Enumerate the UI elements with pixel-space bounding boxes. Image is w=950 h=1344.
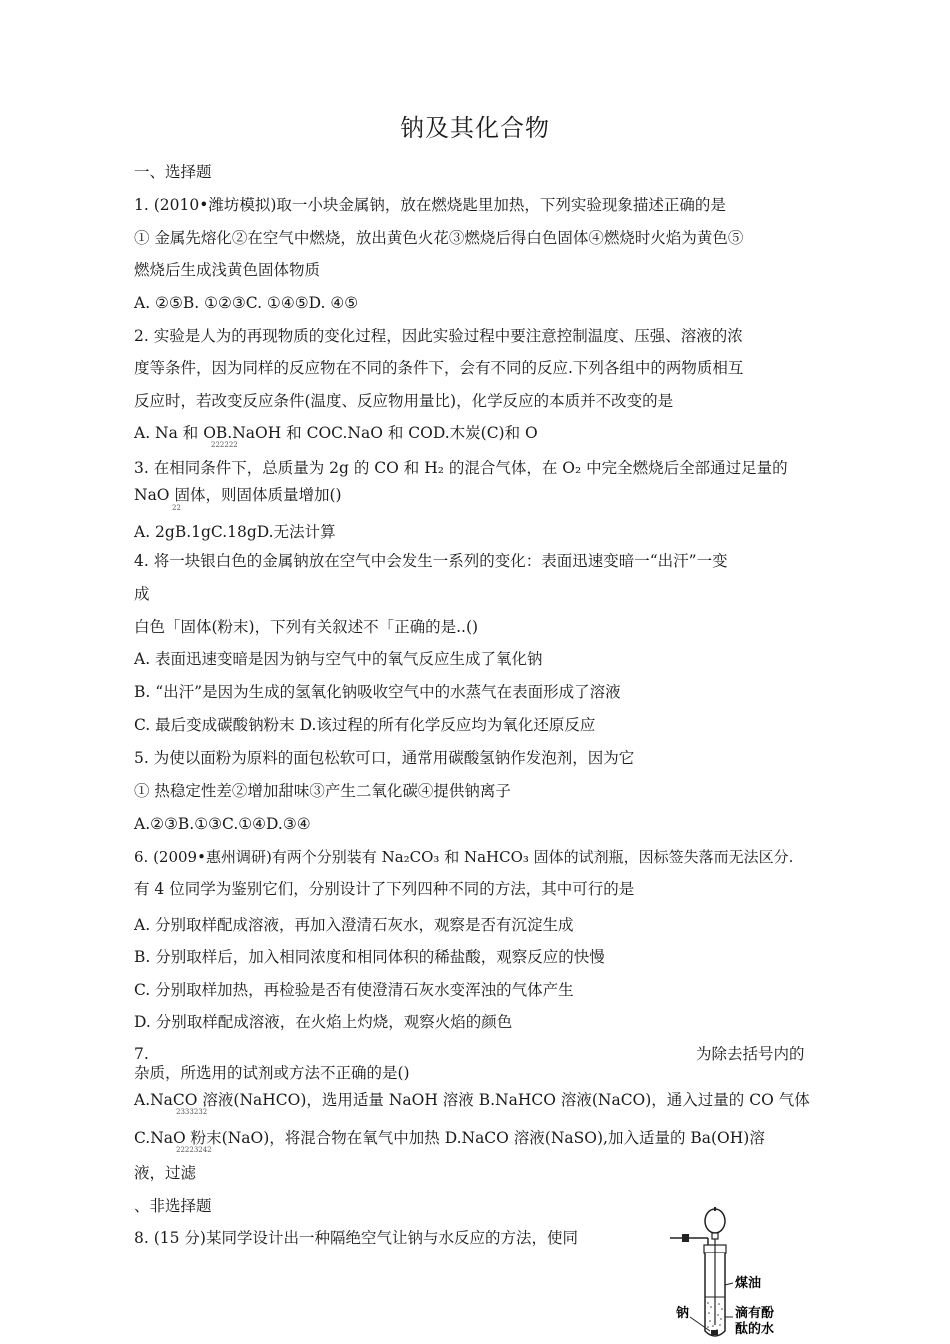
section-heading: 、非选择题	[134, 1197, 212, 1215]
answer-option: C. 分别取样加热，再检验是否有使澄清石灰水变浑浊的气体产生	[134, 981, 574, 999]
sodium-piece	[711, 1330, 718, 1335]
question-line: ① 金属先熔化②在空气中燃烧，放出黄色火花③燃烧后得白色固体④燃烧时火焰为黄色⑤	[134, 229, 744, 247]
question-line: 液，过滤	[134, 1164, 197, 1182]
question-line: 度等条件，因为同样的反应物在不同的条件下，会有不同的反应.下列各组中的两物质相互	[134, 359, 744, 377]
label-kerosene: 煤油	[735, 1276, 762, 1291]
answer-options: A. Na 和 OB.NaOH 和 COC.NaO 和 COD.木炭(C)和 O	[134, 424, 538, 442]
question-line: 有 4 位同学为鉴别它们，分别设计了下列四种不同的方法，其中可行的是	[134, 880, 635, 898]
answer-option: D. 分别取样配成溶液，在火焰上灼烧，观察火焰的颜色	[134, 1013, 513, 1031]
question-line: 反应时，若改变反应条件(温度、反应物用量比)，化学反应的本质并不改变的是	[134, 392, 674, 410]
question-line: 成	[134, 585, 150, 603]
subscript-row: 22223242	[176, 1146, 212, 1154]
kerosene-leader	[725, 1283, 733, 1285]
question-number: 7.	[134, 1045, 149, 1063]
question-line: 2. 实验是人为的再现物质的变化过程，因此实验过程中要注意控制温度、压强、溶液的浓	[134, 327, 743, 345]
answer-options: A. 2gB.1gC.18gD.无法计算	[134, 523, 336, 541]
answer-option: B. “出汗”是因为生成的氢氧化钠吸收空气中的水蒸气在表面形成了溶液	[134, 683, 621, 701]
page-title: 钠及其化合物	[400, 114, 550, 142]
question-line: 为除去括号内的	[696, 1045, 805, 1063]
tube-clamp	[682, 1234, 689, 1242]
answer-option: A. 分别取样配成溶液，再加入澄清石灰水，观察是否有沉淀生成	[134, 916, 574, 934]
apparatus-figure	[660, 1205, 800, 1344]
question-line: NaO 固体，则固体质量增加()	[134, 486, 342, 504]
section-heading: 一、选择题	[134, 163, 212, 181]
question-line: 4. 将一块银白色的金属钠放在空气中会发生一系列的变化：表面迅速变暗一“出汗”一变	[134, 552, 728, 570]
question-line: 杂质，所选用的试剂或方法不正确的是()	[134, 1064, 410, 1082]
question-line: 3. 在相同条件下，总质量为 2g 的 CO 和 H₂ 的混合气体，在 O₂ 中完全燃烧后全部通过足量的	[134, 459, 788, 477]
subscript-row: 222222	[211, 441, 238, 449]
funnel-bulb	[705, 1209, 725, 1233]
question-line: 5. 为使以面粉为原料的面包松软可口，通常用碳酸氢钠作发泡剂，因为它	[134, 749, 635, 767]
question-line: 燃烧后生成浅黄色固体物质	[134, 261, 321, 279]
question-line: 6. (2009•惠州调研)有两个分别装有 Na₂CO₃ 和 NaHCO₃ 固体的试剂瓶，因标签失落而无法区分.	[134, 848, 794, 866]
question-line: 1. (2010•潍坊模拟)取一小块金属钠，放在燃烧匙里加热，下列实验现象描述正确的是	[134, 196, 726, 214]
answer-option: B. 分别取样后，加入相同浓度和相同体积的稀盐酸，观察反应的快慢	[134, 948, 605, 966]
answer-option: A. 表面迅速变暗是因为钠与空气中的氧气反应生成了氧化钠	[134, 650, 543, 668]
answer-options: C.NaO 粉末(NaO)，将混合物在氧气中加热 D.NaCO 溶液(NaSO),加入适量的 Ba(OH)溶	[134, 1129, 765, 1147]
subscript-row: 22	[172, 504, 181, 512]
question-line: 8. (15 分)某同学设计出一种隔绝空气让钠与水反应的方法，使同	[134, 1229, 578, 1247]
label-water-line2: 酞的水	[735, 1322, 775, 1337]
question-line: ① 热稳定性差②增加甜味③产生二氧化碳④提供钠离子	[134, 782, 511, 800]
subscript-row: 2333232	[176, 1108, 208, 1116]
answer-options: A.NaCO 溶液(NaHCO)，选用适量 NaOH 溶液 B.NaHCO 溶液(NaCO)，通入过量的 CO 气体	[134, 1091, 810, 1109]
answer-option: C. 最后变成碳酸钠粉末 D.该过程的所有化学反应均为氧化还原反应	[134, 716, 596, 734]
answer-options: A.②③B.①③C.①④D.③④	[134, 815, 311, 833]
answer-options: A. ②⑤B. ①②③C. ①④⑤D. ④⑤	[134, 294, 359, 312]
funnel-stopcock	[712, 1233, 718, 1239]
label-water-line1: 滴有酚	[735, 1306, 775, 1321]
label-sodium: 钠	[676, 1306, 690, 1321]
question-line: 白色「固体(粉末)，下列有关叙述不「正确的是..()	[134, 618, 479, 636]
